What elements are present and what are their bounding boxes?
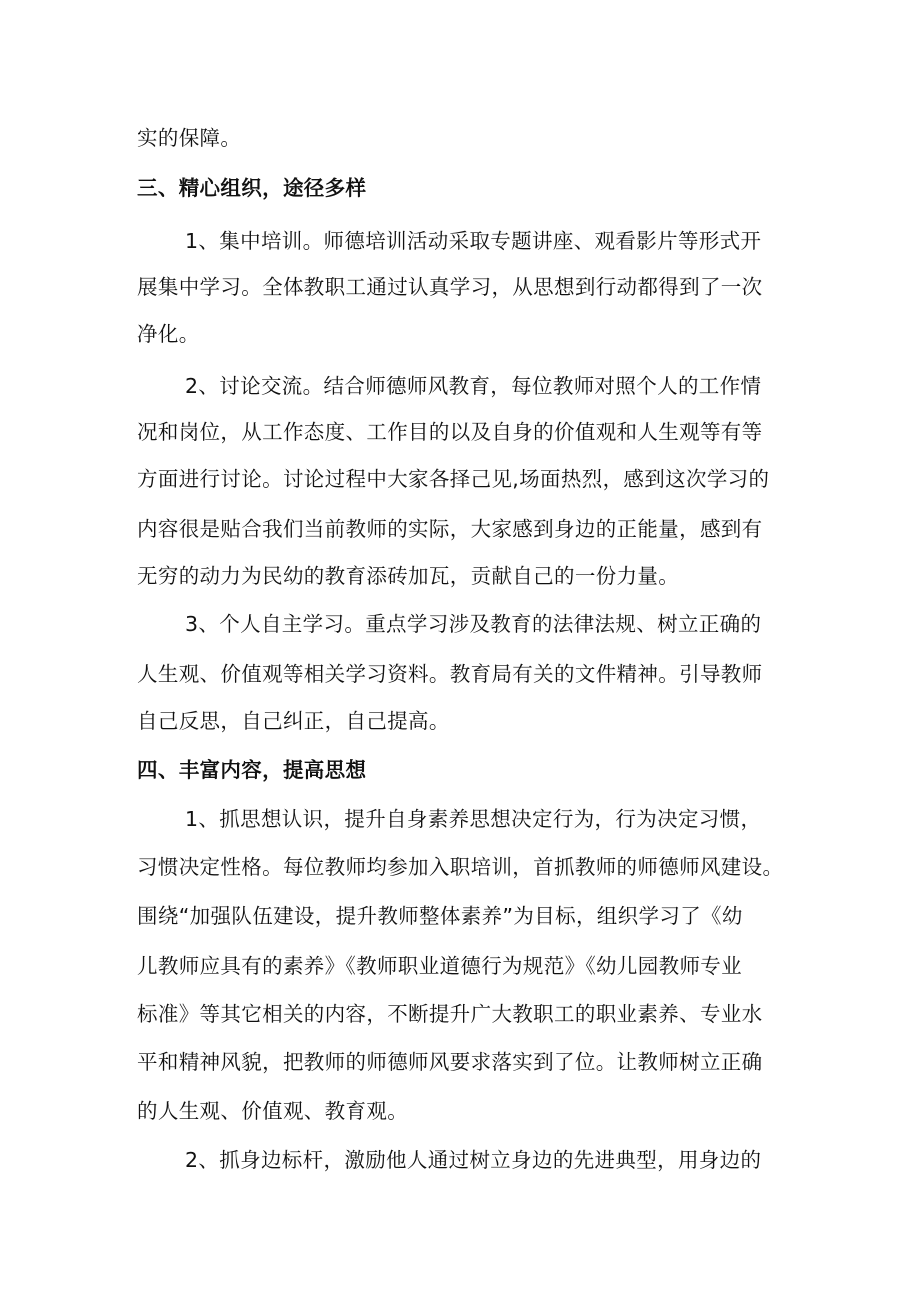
paragraph-line: 2、抓身边标杆，激励他人通过树立身边的先进典型，用身边的 — [185, 1148, 762, 1172]
paragraph-line: 习惯决定性格。每位教师均参加入职培训，首抓教师的师德师风建设。 — [137, 855, 784, 879]
paragraph-line: 人生观、价值观等相关学习资料。教育局有关的文件精神。引导教师 — [137, 662, 763, 686]
paragraph-line: 标准》等其它相关的内容，不断提升广大教职工的职业素养、专业水 — [137, 1002, 763, 1026]
paragraph-line: 净化。 — [137, 322, 200, 346]
paragraph-line: 1、抓思想认识，提升自身素养思想决定行为，行为决定习惯， — [185, 807, 762, 831]
paragraph-line: 无穷的动力为民幼的教育添砖加瓦，贡献自己的一份力量。 — [137, 564, 680, 588]
paragraph-line: 内容很是贴合我们当前教师的实际，大家感到身边的正能量，感到有 — [137, 517, 763, 541]
paragraph-line: 况和岗位，从工作态度、工作目的以及自身的价值观和人生观等有等 — [137, 420, 763, 444]
paragraph-line: 的人生观、价值观、教育观。 — [137, 1099, 409, 1123]
paragraph-line: 围绕“加强队伍建设，提升教师整体素养”为目标，组织学习了《幼 — [137, 904, 743, 928]
paragraph-line: 2、讨论交流。结合师德师风教育，每位教师对照个人的工作情 — [185, 374, 762, 398]
section-heading-3: 三、精心组织，途径多样 — [137, 176, 367, 200]
section-heading-4: 四、丰富内容，提高思想 — [137, 758, 367, 782]
paragraph-line: 展集中学习。全体教职工通过认真学习，从思想到行动都得到了一次 — [137, 275, 763, 299]
paragraph-line: 3、个人自主学习。重点学习涉及教育的法律法规、树立正确的 — [185, 612, 762, 636]
paragraph-continuation-line: 实的保障。 — [137, 126, 242, 150]
paragraph-line: 儿教师应具有的素养》《教师职业道德行为规范》《幼儿园教师专业 — [137, 954, 742, 978]
paragraph-line: 平和精神风貌，把教师的师德师风要求落实到了位。让教师树立正确 — [137, 1050, 763, 1074]
paragraph-line: 自己反思，自己纠正，自己提高。 — [137, 709, 450, 733]
paragraph-line: 方面进行讨论。讨论过程中大家各择己见,场面热烈，感到这次学习的 — [137, 467, 770, 491]
paragraph-line: 1、集中培训。师德培训活动采取专题讲座、观看影片等形式开 — [185, 229, 762, 253]
